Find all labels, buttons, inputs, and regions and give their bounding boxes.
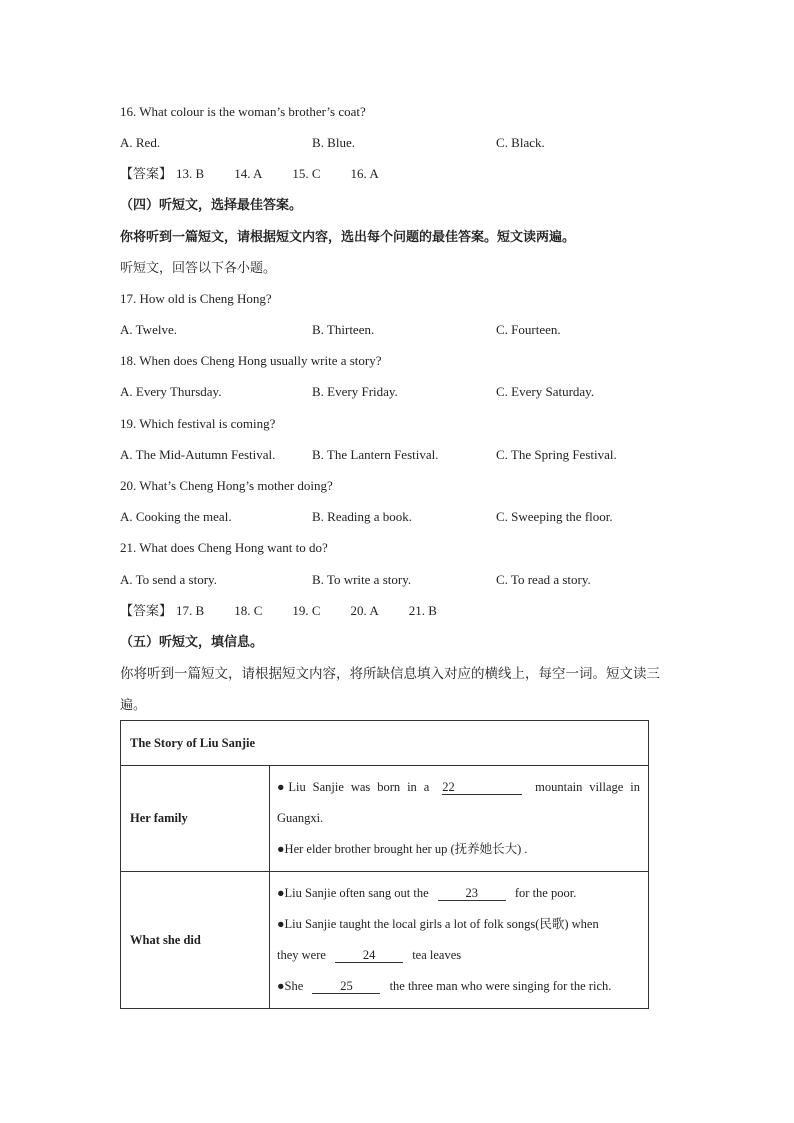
table-header-row (121, 721, 649, 766)
blank-25: 25 (312, 979, 380, 994)
option-16-a: A. Red. (120, 135, 161, 150)
bullet-line-cont (277, 940, 640, 971)
section-5-heading: （五）听短文，填信息。 (120, 634, 264, 649)
answer-tag: 【答案】 (120, 166, 173, 181)
blank-24: 24 (335, 948, 403, 963)
answer-key-13-16 (120, 166, 409, 182)
bullet-line-cont: Guangxi. (277, 811, 324, 825)
option-17-a: A. Twelve. (120, 322, 177, 337)
section-5-instruction-cont: 遍。 (120, 697, 147, 712)
option-19-a: A. The Mid-Autumn Festival. (120, 447, 276, 462)
answer-item: 18. C (234, 603, 263, 618)
answer-key-17-21 (120, 603, 467, 619)
bullet-text: they were (277, 948, 326, 962)
bullet-text: tea leaves (412, 948, 462, 962)
question-19: 19. Which festival is coming? (120, 416, 276, 431)
option-21-c: C. To read a story. (496, 572, 591, 587)
row-label-what-she-did: What she did (121, 872, 270, 1009)
option-21-b: B. To write a story. (312, 572, 412, 587)
answer-tag: 【答案】 (120, 603, 173, 618)
section-5-instruction: 你将听到一篇短文，请根据短文内容，将所缺信息填入对应的横线上，每空一词。短文读三 (120, 666, 660, 681)
bullet-line (277, 878, 640, 909)
option-17-b: B. Thirteen. (312, 322, 375, 337)
question-17: 17. How old is Cheng Hong? (120, 291, 272, 306)
section-4-instruction: 你将听到一篇短文，请根据短文内容，选出每个问题的最佳答案。短文读两遍。 (120, 229, 576, 244)
bullet-line: ●Liu Sanjie taught the local girls a lot of folk songs(民歌) when (277, 917, 599, 931)
blank-23: 23 (438, 886, 506, 901)
row-content-what-she-did (270, 872, 649, 1009)
option-19-b: B. The Lantern Festival. (312, 447, 439, 462)
bullet-line: ●Her elder brother brought her up (抚养她长大) . (277, 842, 528, 856)
story-table (120, 720, 649, 1009)
answer-item: 13. B (176, 166, 205, 181)
bullet-text: ●Liu Sanjie often sang out the (277, 886, 429, 900)
bullet-text: ●Liu Sanjie was born in a (277, 780, 430, 794)
question-16: 16. What colour is the woman’s brother’s coat? (120, 104, 366, 119)
answer-item: 14. A (234, 166, 263, 181)
option-18-c: C. Every Saturday. (496, 384, 595, 399)
option-21-a: A. To send a story. (120, 572, 217, 587)
option-18-b: B. Every Friday. (312, 384, 398, 399)
section-4-heading: （四）听短文，选择最佳答案。 (120, 197, 303, 212)
option-18-a: A. Every Thursday. (120, 384, 222, 399)
table-row (121, 872, 649, 1009)
answer-item: 17. B (176, 603, 205, 618)
answer-item: 16. A (350, 166, 379, 181)
option-20-c: C. Sweeping the floor. (496, 509, 613, 524)
blank-22: 22 (442, 780, 522, 795)
bullet-text: mountain village in (535, 780, 640, 794)
bullet-line (277, 772, 640, 803)
table-row (121, 766, 649, 872)
row-label-family: Her family (121, 766, 270, 872)
bullet-line (277, 971, 640, 1002)
option-16-c: C. Black. (496, 135, 545, 150)
option-16-b: B. Blue. (312, 135, 355, 150)
option-20-a: A. Cooking the meal. (120, 509, 232, 524)
option-17-c: C. Fourteen. (496, 322, 561, 337)
option-20-b: B. Reading a book. (312, 509, 413, 524)
answer-item: 21. B (408, 603, 437, 618)
question-21: 21. What does Cheng Hong want to do? (120, 540, 328, 555)
row-content-family (270, 766, 649, 872)
section-4-subheading: 听短文，回答以下各小题。 (120, 260, 277, 275)
table-title: The Story of Liu Sanjie (121, 721, 649, 766)
answer-item: 15. C (292, 166, 321, 181)
question-18: 18. When does Cheng Hong usually write a story? (120, 353, 382, 368)
question-20: 20. What’s Cheng Hong’s mother doing? (120, 478, 333, 493)
bullet-text: for the poor. (514, 886, 577, 900)
bullet-text: the three man who were singing for the rich. (389, 979, 612, 993)
answer-item: 20. A (350, 603, 379, 618)
answer-item: 19. C (292, 603, 321, 618)
option-19-c: C. The Spring Festival. (496, 447, 617, 462)
bullet-text: ●She (277, 979, 304, 993)
